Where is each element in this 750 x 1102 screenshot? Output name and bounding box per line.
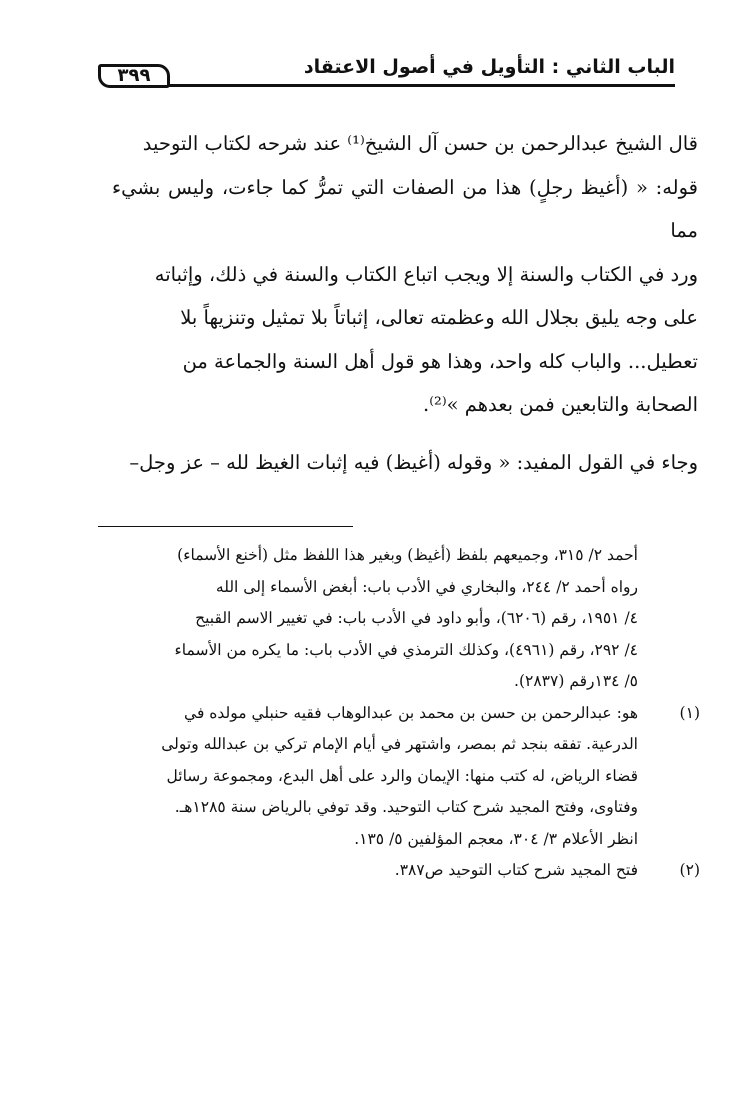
footnotes [113, 540, 700, 887]
footnote-line: هو: عبدالرحمن بن حسن بن محمد بن عبدالوهاب فقيه حنبلي مولده في [184, 703, 638, 722]
footnote-line: فتح المجيد شرح كتاب التوحيد ص٣٨٧. [394, 861, 638, 879]
footnote-line: قضاء الرياض، له كتب منها: الإيمان والرد على أهل البدع، ومجموعة رسائل [166, 766, 638, 785]
header-rule [168, 84, 675, 87]
footnote-line: أحمد ٢/ ٣١٥، وجميعهم بلفظ (أغيظ) وبغير هذا اللفظ مثل (أخنع الأسماء) [177, 546, 638, 564]
footnote-number: (١) [679, 703, 700, 722]
main-line: قال الشيخ عبدالرحمن بن حسن آل الشيخ⁽¹⁾ عند شرحه لكتاب التوحيد [142, 132, 698, 155]
footnote-line: انظر الأعلام ٣/ ٣٠٤، معجم المؤلفين ٥/ ١٣٥. [354, 829, 638, 848]
main-line: الصحابة والتابعين فمن بعدهم »⁽²⁾. [423, 393, 698, 416]
page-header [98, 56, 675, 96]
footnote-line: الدرعية. تفقه بنجد ثم بمصر، واشتهر في أيام الإمام تركي بن عبدالله وتولى [161, 735, 638, 753]
main-line: وجاء في القول المفيد: « وقوله (أغيظ) فيه إثبات الغيظ لله – عز وجل– [129, 450, 698, 474]
footnote-line: وفتاوى، وفتح المجيد شرح كتاب التوحيد. وقد توفي بالرياض سنة ١٢٨٥هـ. [174, 798, 638, 816]
footnote-2 [113, 855, 700, 887]
footnote-line: ٥/ ١٣٤رقم (٢٨٣٧). [514, 672, 638, 690]
footnote-line: ٤/ ١٩٥١، رقم (٦٢٠٦)، وأبو داود في الأدب باب: في تغيير الاسم القبيح [195, 609, 638, 627]
main-line: على وجه يليق بجلال الله وعظمته تعالى، إثباتاً بلا تمثيل وتنزيهاً بلا [180, 306, 698, 329]
main-line: تعطيل... والباب كله واحد، وهذا هو قول أهل السنة والجماعة من [182, 349, 698, 373]
footnote-line: ٤/ ٢٩٢، رقم (٤٩٦١)، وكذلك الترمذي في الأدب باب: ما يكره من الأسماء [174, 640, 638, 659]
footnote-1 [113, 698, 700, 856]
footnote-number: (٢) [679, 861, 700, 879]
footnote-line: رواه أحمد ٢/ ٢٤٤، والبخاري في الأدب باب: أبغض الأسماء إلى الله [215, 577, 638, 596]
main-text [112, 122, 698, 484]
page-number: ٣٩٩ [98, 64, 170, 88]
footnote-divider [98, 526, 353, 527]
chapter-title: الباب الثاني : التأويل في أصول الاعتقاد [303, 56, 675, 78]
main-line: قوله: « (أغيظ رجلٍ) هذا من الصفات التي تمرُّ كما جاءت، وليس بشيء مما [112, 175, 698, 242]
main-line: ورد في الكتاب والسنة إلا ويجب اتباع الكتاب والسنة في ذلك، وإثباته [154, 262, 698, 286]
